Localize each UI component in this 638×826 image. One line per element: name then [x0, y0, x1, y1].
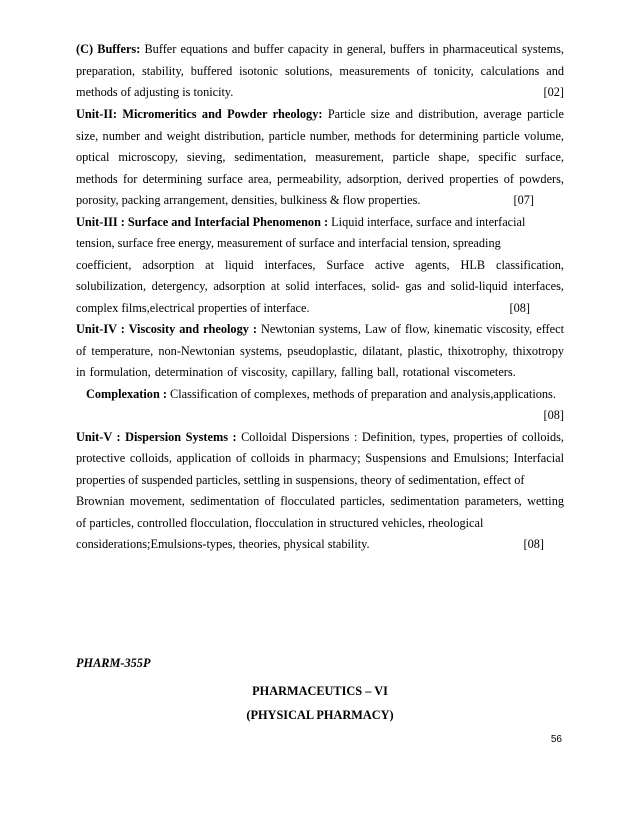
text-line: Brownian movement, sedimentation of flocculated particles, sedimentation parameters, wetting: [76, 494, 564, 508]
unit-heading: Unit-II: Micromeritics and Powder rheology:: [76, 107, 323, 121]
section-text: Particle size and distribution, average particle: [322, 107, 564, 121]
text-line: of particles, controlled flocculation, flocculation in structured vehicles, rheological: [76, 516, 484, 530]
section-text: considerations;Emulsions-types, theories, physical stability.: [76, 537, 370, 551]
text-line: [76, 193, 564, 207]
text-line: protective colloids, application of colloids in pharmacy; Suspensions and Emulsions; Interfacial: [76, 451, 564, 465]
text-line: [76, 85, 564, 99]
course-code: PHARM-355P: [76, 656, 151, 670]
text-line: size, number and weight distribution, particle number, methods for determining particle volume,: [76, 129, 564, 143]
hours-tag: [07]: [513, 193, 534, 207]
course-title: PHARMACEUTICS – VI: [252, 684, 388, 698]
text-line: of temperature, non-Newtonian systems, pseudoplastic, dilatant, plastic, thixotrophy, thixotropy: [76, 344, 564, 358]
text-line: methods for determining surface area, permeability, adsorption, derived properties of powders,: [76, 172, 564, 186]
page-number: 56: [550, 734, 562, 745]
section-text: porosity, packing arrangement, densities, bulkiness & flow properties.: [76, 193, 421, 207]
section-text: Buffer equations and buffer capacity in general, buffers in pharmaceutical systems,: [140, 42, 565, 56]
text-line: coefficient, adsorption at liquid interfaces, Surface active agents, HLB classification,: [76, 258, 564, 272]
text-line: [76, 408, 564, 422]
section-text: methods of adjusting is tonicity.: [76, 85, 234, 99]
hours-tag: [02]: [543, 85, 564, 99]
text-line: [76, 322, 564, 336]
section-heading: (C) Buffers:: [76, 42, 141, 56]
hours-tag: [08]: [509, 301, 530, 315]
hours-tag: [08]: [543, 408, 564, 422]
text-line: solubilization, detergency, adsorption at solid interfaces, solid- gas and solid-liquid interfaces,: [76, 279, 564, 293]
text-line: preparation, stability, buffered isotonic solutions, measurements of tonicity, calculations and: [76, 64, 564, 78]
section-text: Colloidal Dispersions : Definition, types, properties of colloids,: [236, 430, 564, 444]
text-line: in formulation, determination of viscosity, capillary, falling ball, rotational viscometers.: [76, 365, 516, 379]
text-line: tension, surface free energy, measurement of surface and interfacial tension, spreading: [76, 236, 501, 250]
course-subtitle: (PHYSICAL PHARMACY): [246, 708, 394, 722]
unit-heading: Unit-III : Surface and Interfacial Phenomenon :: [76, 215, 329, 229]
section-text: complex films,electrical properties of interface.: [76, 301, 310, 315]
text-line: properties of suspended particles, settling in suspensions, theory of sedimentation, effect of: [76, 473, 525, 487]
hours-tag: [08]: [523, 537, 544, 551]
unit-heading: Unit-IV : Viscosity and rheology :: [76, 322, 257, 336]
section-text: Newtonian systems, Law of flow, kinematic viscosity, effect: [256, 322, 564, 336]
text-line: [76, 215, 564, 229]
unit-heading: Unit-V : Dispersion Systems :: [76, 430, 237, 444]
section-text: Liquid interface, surface and interfacial: [328, 215, 526, 229]
section-text: Classification of complexes, methods of preparation and analysis,applications.: [166, 387, 556, 401]
text-line: [76, 42, 564, 56]
text-line: [76, 301, 564, 315]
text-line: [76, 107, 564, 121]
text-line: optical microscopy, sieving, sedimentation, measurement, particle shape, specific surface,: [76, 150, 564, 164]
subsection-heading: Complexation :: [86, 387, 167, 401]
text-line: [86, 387, 564, 401]
text-line: [76, 430, 564, 444]
text-line: [76, 537, 564, 551]
